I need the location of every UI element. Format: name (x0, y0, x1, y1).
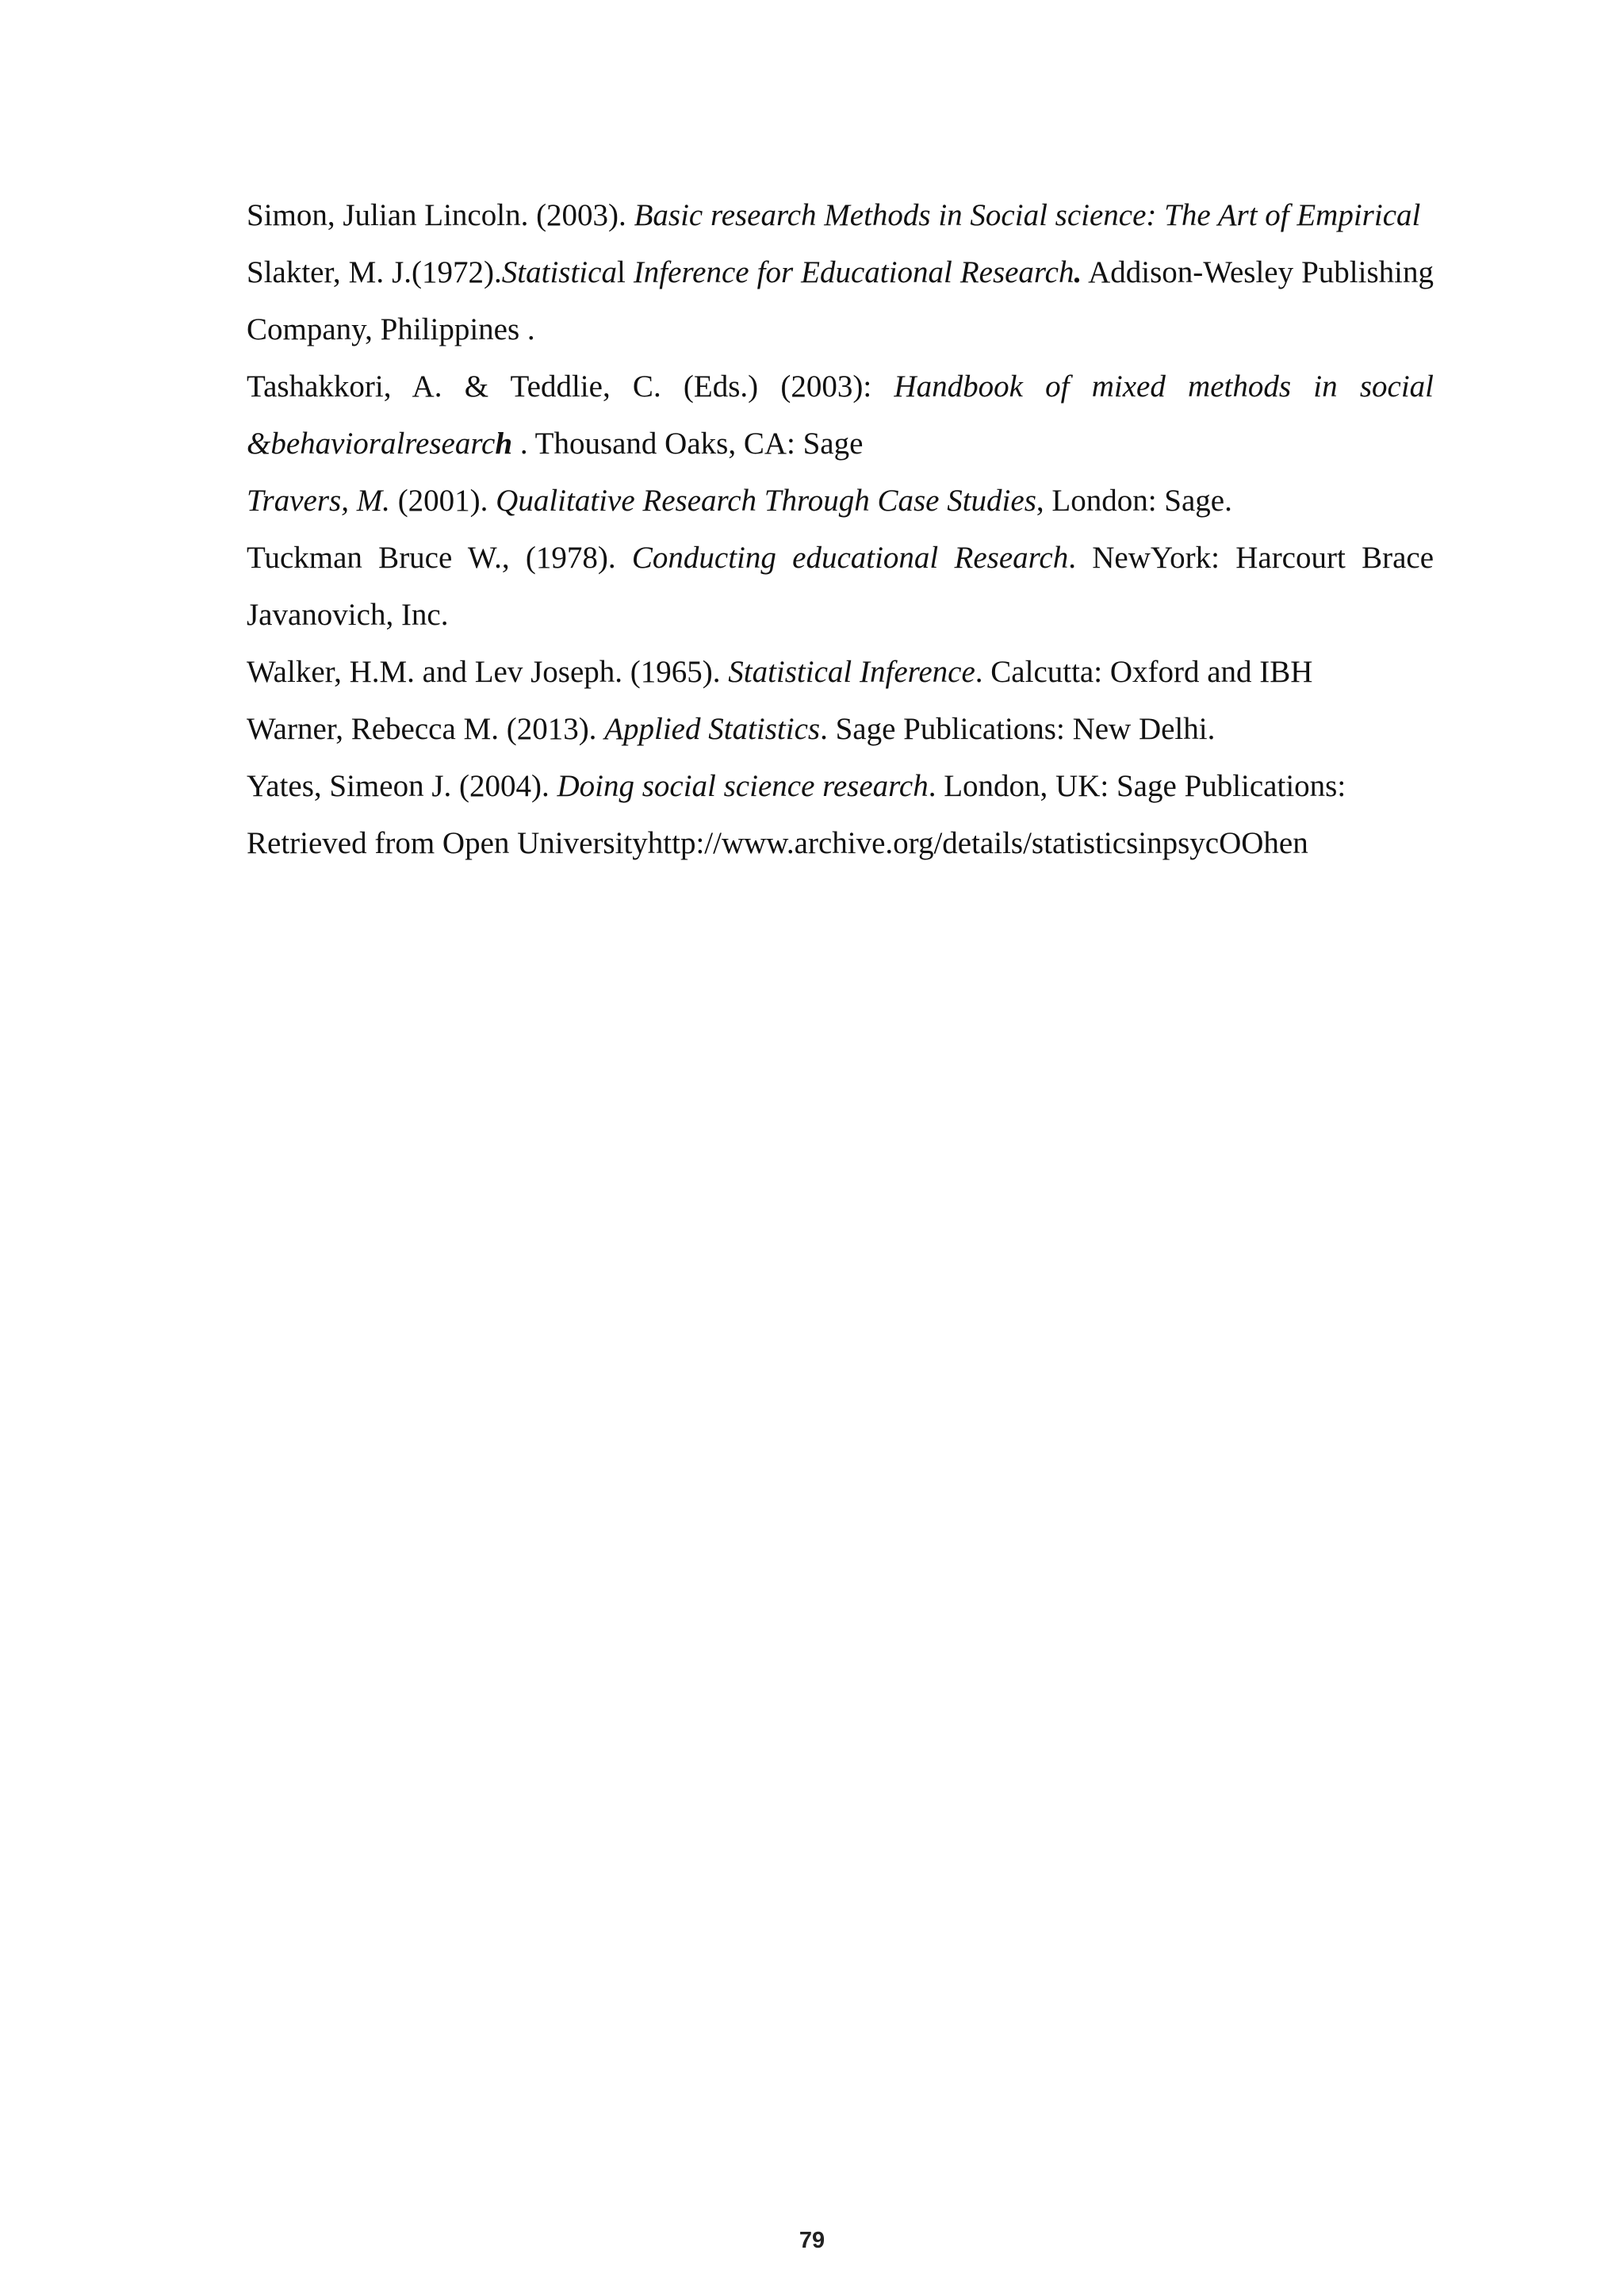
reference-yates (247, 758, 1434, 872)
reference-title: Handbook of mixed methods in social &behavioralresearc (247, 369, 1434, 461)
page-number: 79 (799, 2228, 825, 2253)
reference-slakter (247, 244, 1434, 358)
reference-author: Slakter, M. J.(1972). (247, 255, 502, 289)
reference-author: Simon, Julian Lincoln. (2003). (247, 198, 634, 232)
reference-year: (2001). (389, 484, 496, 518)
reference-title: Basic research Methods in Social science: The Art of Empirical (634, 198, 1421, 232)
reference-author: Tashakkori, A. & Teddlie, C. (Eds.) (2003): (247, 369, 894, 404)
reference-author: Yates, Simeon J. (2004). (247, 769, 557, 803)
reference-title-part: l (616, 255, 634, 289)
reference-title: Inference for Educational Research (633, 255, 1074, 289)
reference-title: Conducting educational Research (631, 541, 1069, 575)
reference-publisher: . NewYork: Harcourt Brace Javanovich, Inc. (247, 541, 1434, 632)
reference-warner (247, 701, 1434, 758)
reference-list (247, 187, 1434, 872)
reference-publisher: . Thousand Oaks, CA: Sage (512, 427, 864, 461)
reference-title: Applied Statistics (604, 712, 821, 746)
reference-title-end: h (495, 427, 513, 461)
reference-publisher: . Sage Publications: New Delhi. (820, 712, 1216, 746)
reference-title-part: Statistica (501, 255, 617, 289)
reference-publisher: . London, UK: Sage Publications: Retrieved from Open Universityhttp://www.archive.org/details/statisticsinpsycOOhen (247, 769, 1346, 860)
reference-tashakkori (247, 358, 1434, 473)
reference-travers (247, 473, 1434, 530)
reference-title: Doing social science research (557, 769, 929, 803)
reference-publisher: . Calcutta: Oxford and IBH (975, 655, 1313, 689)
reference-simon (247, 187, 1434, 244)
reference-author: Walker, H.M. and Lev Joseph. (1965). (247, 655, 729, 689)
reference-author: Tuckman Bruce W., (1978). (247, 541, 632, 575)
reference-author: Travers, M. (247, 484, 390, 518)
reference-publisher: , London: Sage. (1036, 484, 1232, 518)
reference-title: Statistical Inference (728, 655, 975, 689)
reference-walker (247, 644, 1434, 701)
reference-author: Warner, Rebecca M. (2013). (247, 712, 605, 746)
reference-title-end: . (1074, 255, 1082, 289)
reference-title: Qualitative Research Through Case Studies (496, 484, 1036, 518)
reference-publisher: Addison-Wesley Publishing Company, Philippines . (247, 255, 1434, 346)
reference-tuckman (247, 530, 1434, 644)
